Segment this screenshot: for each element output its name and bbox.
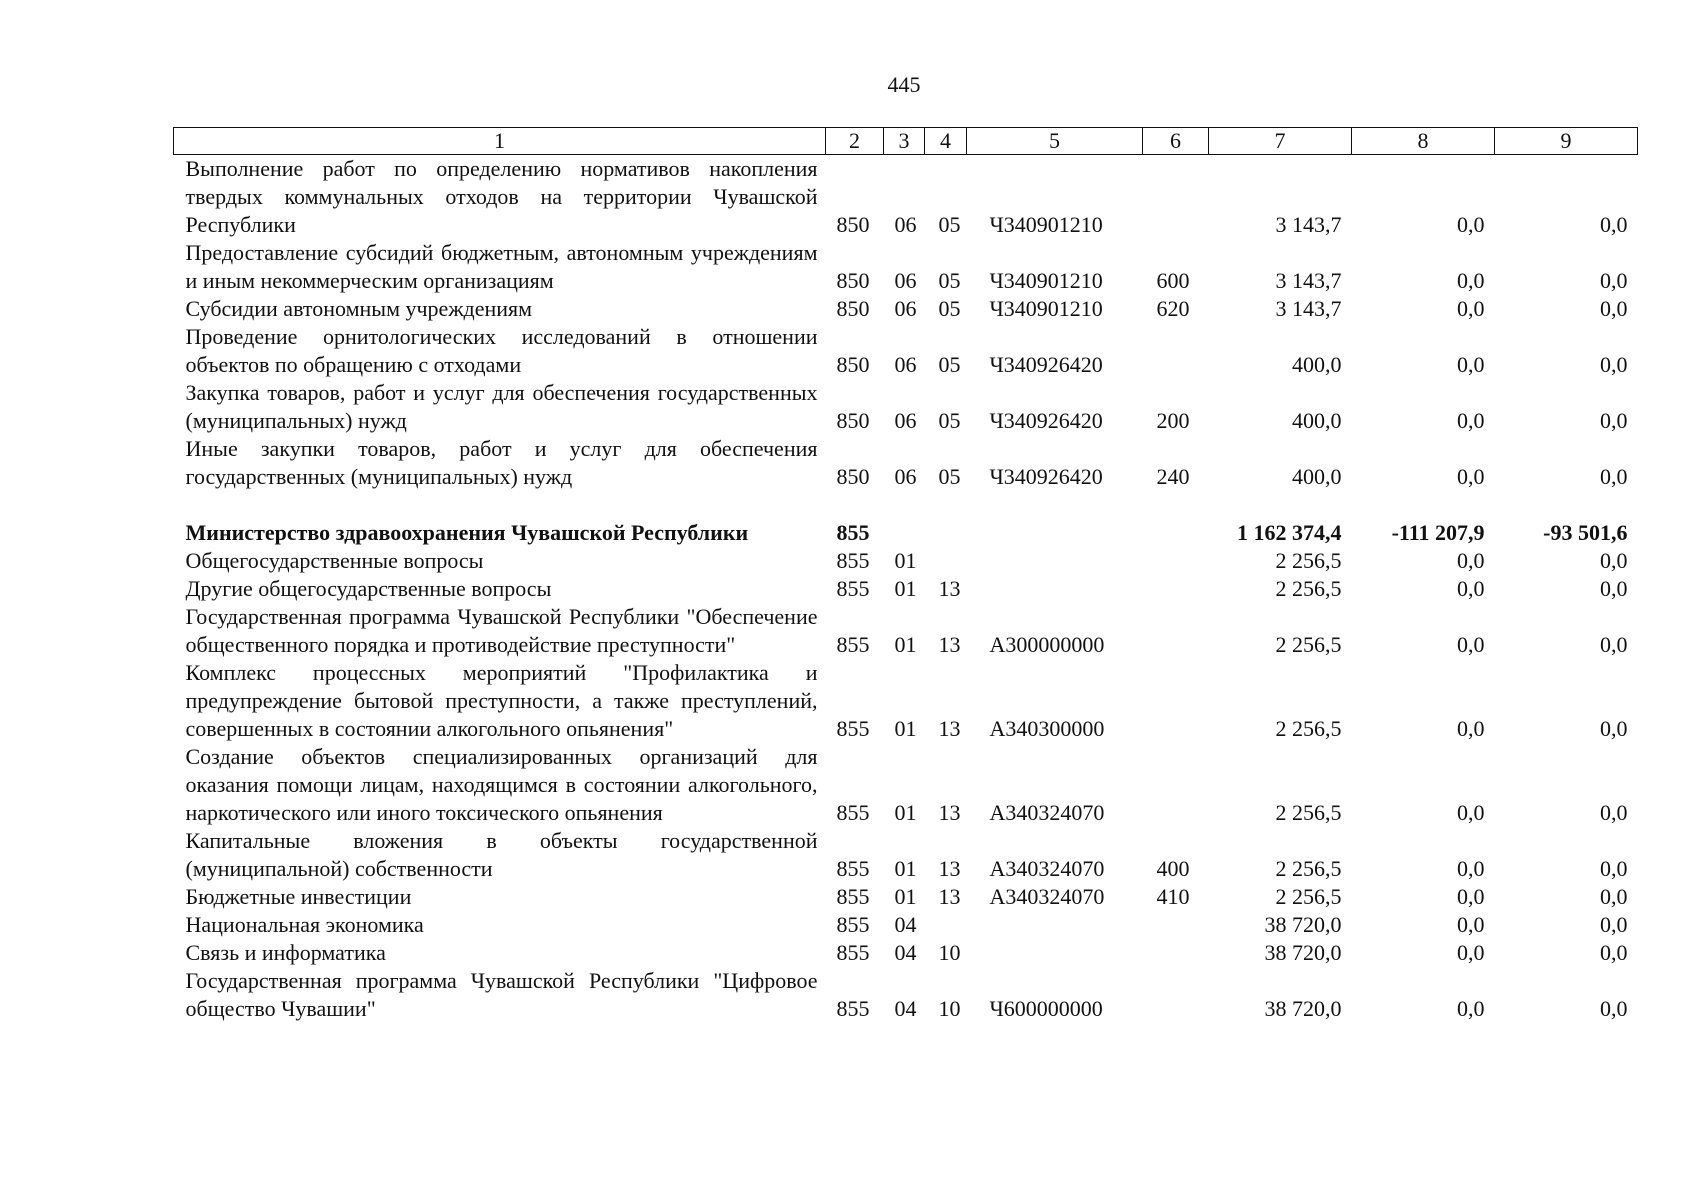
section-code — [884, 519, 925, 547]
row-description: Создание объектов специализированных организаций для оказания помощи лицам, находящимся в состоянии алкогольного, наркотического или иного токсического опьянения — [185, 744, 818, 825]
table-row — [174, 547, 1638, 575]
expense-type-code: 200 — [1156, 408, 1190, 433]
target-article-code: Ч340901210 — [989, 212, 1103, 237]
amount-col-9: 0,0 — [1600, 884, 1628, 909]
row-description: Закупка товаров, работ и услуг для обеспечения государственных (муниципальных) нужд — [185, 380, 818, 433]
table-body — [174, 155, 1638, 1024]
row-description: Проведение орнитологических исследований в отношении объектов по обращению с отходами — [185, 324, 818, 377]
ministry-code: 850 — [836, 408, 870, 433]
target-article-code: А340324070 — [989, 884, 1105, 909]
table-row — [174, 967, 1638, 1023]
column-header: 5 — [967, 128, 1143, 155]
expense-type-code: 400 — [1156, 856, 1190, 881]
subsection-code — [925, 519, 967, 547]
amount-col-7: 38 720,0 — [1264, 940, 1342, 965]
target-article-code: Ч340926420 — [989, 464, 1103, 489]
subsection-code — [925, 547, 967, 575]
section-code: 01 — [894, 632, 917, 657]
subsection-code: 05 — [938, 268, 961, 293]
amount-col-8: 0,0 — [1457, 632, 1485, 657]
amount-col-7: 400,0 — [1292, 352, 1342, 377]
amount-col-7: 3 143,7 — [1275, 296, 1342, 321]
amount-col-7: 400,0 — [1292, 408, 1342, 433]
amount-col-9: 0,0 — [1600, 940, 1628, 965]
target-article-code — [967, 547, 1143, 575]
expense-type-code — [1143, 911, 1209, 939]
ministry-code: 850 — [836, 296, 870, 321]
expense-type-code — [1143, 575, 1209, 603]
row-description: Общегосударственные вопросы — [185, 548, 484, 573]
table-row — [174, 323, 1638, 379]
amount-col-7: 3 143,7 — [1275, 212, 1342, 237]
amount-col-9: 0,0 — [1600, 912, 1628, 937]
subsection-code: 05 — [938, 464, 961, 489]
amount-col-8: -111 207,9 — [1391, 520, 1485, 545]
amount-col-9: -93 501,6 — [1543, 520, 1628, 545]
table-row — [174, 155, 1638, 240]
amount-col-9: 0,0 — [1600, 716, 1628, 741]
target-article-code: А300000000 — [989, 632, 1105, 657]
page-number: 445 — [887, 72, 921, 97]
subsection-code: 05 — [938, 212, 961, 237]
table-row — [174, 435, 1638, 491]
row-description: Иные закупки товаров, работ и услуг для обеспечения государственных (муниципальных) нужд — [185, 436, 818, 489]
target-article-code — [967, 911, 1143, 939]
row-description: Бюджетные инвестиции — [185, 884, 412, 909]
amount-col-7: 2 256,5 — [1275, 884, 1342, 909]
amount-col-7: 3 143,7 — [1275, 268, 1342, 293]
table-row — [174, 519, 1638, 547]
amount-col-8: 0,0 — [1457, 464, 1485, 489]
ministry-code: 855 — [836, 856, 870, 881]
target-article-code: Ч340926420 — [989, 352, 1103, 377]
column-header: 8 — [1352, 128, 1495, 155]
table-header-row — [174, 128, 1638, 155]
section-code: 01 — [894, 884, 917, 909]
amount-col-9: 0,0 — [1600, 296, 1628, 321]
amount-col-7: 2 256,5 — [1275, 632, 1342, 657]
subsection-code: 05 — [938, 408, 961, 433]
section-code: 01 — [894, 576, 917, 601]
amount-col-9: 0,0 — [1600, 996, 1628, 1021]
section-code: 06 — [894, 212, 917, 237]
table-row — [174, 883, 1638, 911]
spacer-row — [174, 491, 1638, 519]
section-code: 06 — [894, 268, 917, 293]
row-description: Предоставление субсидий бюджетным, автономным учреждениям и иным некоммерческим организациям — [185, 240, 818, 293]
expense-type-code: 620 — [1156, 296, 1190, 321]
row-description: Капитальные вложения в объекты государственной (муниципальной) собственности — [185, 828, 818, 881]
row-description: Министерство здравоохранения Чувашской Республики — [185, 520, 749, 545]
expense-type-code — [1143, 967, 1209, 1023]
amount-col-7: 38 720,0 — [1264, 912, 1342, 937]
section-code: 06 — [894, 408, 917, 433]
table-row — [174, 743, 1638, 827]
ministry-code: 855 — [836, 632, 870, 657]
expense-type-code — [1143, 155, 1209, 240]
column-header: 6 — [1143, 128, 1209, 155]
table-row — [174, 295, 1638, 323]
row-description: Государственная программа Чувашской Республики "Цифровое общество Чувашии" — [185, 968, 818, 1021]
target-article-code — [967, 519, 1143, 547]
amount-col-9: 0,0 — [1600, 212, 1628, 237]
ministry-code: 850 — [836, 268, 870, 293]
subsection-code: 13 — [938, 632, 961, 657]
section-code: 04 — [894, 940, 917, 965]
amount-col-8: 0,0 — [1457, 912, 1485, 937]
amount-col-7: 400,0 — [1292, 464, 1342, 489]
column-header: 2 — [826, 128, 884, 155]
row-description: Другие общегосударственные вопросы — [185, 576, 552, 601]
row-description: Комплекс процессных мероприятий "Профилактика и предупреждение бытовой преступности, а также преступлений, совершенных в состоянии алкогольного опьянения" — [185, 660, 818, 741]
amount-col-9: 0,0 — [1600, 800, 1628, 825]
ministry-code: 855 — [836, 884, 870, 909]
target-article-code: Ч340926420 — [989, 408, 1103, 433]
section-code: 01 — [894, 716, 917, 741]
amount-col-8: 0,0 — [1457, 408, 1485, 433]
expense-type-code: 410 — [1156, 884, 1190, 909]
amount-col-8: 0,0 — [1457, 296, 1485, 321]
spacer-cell — [174, 491, 1638, 519]
amount-col-7: 38 720,0 — [1264, 996, 1342, 1021]
budget-table — [173, 127, 1638, 1023]
amount-col-8: 0,0 — [1457, 212, 1485, 237]
expense-type-code — [1143, 939, 1209, 967]
expense-type-code: 240 — [1156, 464, 1190, 489]
table-row — [174, 911, 1638, 939]
row-description: Субсидии автономным учреждениям — [185, 296, 533, 321]
row-description: Государственная программа Чувашской Республики "Обеспечение общественного порядка и противодействие преступности" — [185, 604, 818, 657]
column-header: 9 — [1495, 128, 1638, 155]
column-header: 3 — [884, 128, 925, 155]
target-article-code: А340324070 — [989, 800, 1105, 825]
amount-col-7: 1 162 374,4 — [1237, 520, 1342, 545]
column-header: 7 — [1209, 128, 1352, 155]
amount-col-9: 0,0 — [1600, 548, 1628, 573]
amount-col-7: 2 256,5 — [1275, 576, 1342, 601]
row-description: Национальная экономика — [185, 912, 424, 937]
subsection-code — [925, 911, 967, 939]
subsection-code: 13 — [938, 576, 961, 601]
ministry-code: 855 — [836, 940, 870, 965]
amount-col-9: 0,0 — [1600, 576, 1628, 601]
amount-col-7: 2 256,5 — [1275, 800, 1342, 825]
table-row — [174, 659, 1638, 743]
amount-col-7: 2 256,5 — [1275, 716, 1342, 741]
ministry-code: 855 — [836, 520, 870, 545]
amount-col-8: 0,0 — [1457, 940, 1485, 965]
section-code: 06 — [894, 464, 917, 489]
section-code: 01 — [894, 800, 917, 825]
expense-type-code — [1143, 659, 1209, 743]
target-article-code: Ч600000000 — [989, 996, 1103, 1021]
amount-col-9: 0,0 — [1600, 408, 1628, 433]
expense-type-code — [1143, 547, 1209, 575]
target-article-code: А340324070 — [989, 856, 1105, 881]
subsection-code: 05 — [938, 352, 961, 377]
section-code: 04 — [894, 912, 917, 937]
subsection-code: 10 — [938, 940, 961, 965]
amount-col-9: 0,0 — [1600, 464, 1628, 489]
ministry-code: 855 — [836, 996, 870, 1021]
subsection-code: 13 — [938, 856, 961, 881]
subsection-code: 10 — [938, 996, 961, 1021]
expense-type-code — [1143, 519, 1209, 547]
amount-col-9: 0,0 — [1600, 856, 1628, 881]
section-code: 06 — [894, 352, 917, 377]
expense-type-code — [1143, 743, 1209, 827]
amount-col-8: 0,0 — [1457, 996, 1485, 1021]
ministry-code: 855 — [836, 800, 870, 825]
amount-col-8: 0,0 — [1457, 548, 1485, 573]
column-header: 4 — [925, 128, 967, 155]
amount-col-8: 0,0 — [1457, 268, 1485, 293]
target-article-code: Ч340901210 — [989, 268, 1103, 293]
table-row — [174, 939, 1638, 967]
amount-col-7: 2 256,5 — [1275, 856, 1342, 881]
amount-col-9: 0,0 — [1600, 268, 1628, 293]
amount-col-7: 2 256,5 — [1275, 548, 1342, 573]
subsection-code: 13 — [938, 884, 961, 909]
amount-col-8: 0,0 — [1457, 884, 1485, 909]
expense-type-code — [1143, 603, 1209, 659]
target-article-code — [967, 575, 1143, 603]
target-article-code — [967, 939, 1143, 967]
amount-col-9: 0,0 — [1600, 352, 1628, 377]
table-row — [174, 379, 1638, 435]
table-row — [174, 575, 1638, 603]
column-header: 1 — [174, 128, 826, 155]
amount-col-8: 0,0 — [1457, 856, 1485, 881]
subsection-code: 13 — [938, 800, 961, 825]
ministry-code: 855 — [836, 548, 870, 573]
row-description: Связь и информатика — [185, 940, 386, 965]
ministry-code: 850 — [836, 464, 870, 489]
ministry-code: 855 — [836, 912, 870, 937]
amount-col-8: 0,0 — [1457, 352, 1485, 377]
section-code: 01 — [894, 856, 917, 881]
target-article-code: Ч340901210 — [989, 296, 1103, 321]
ministry-code: 855 — [836, 716, 870, 741]
section-code: 06 — [894, 296, 917, 321]
ministry-code: 855 — [836, 576, 870, 601]
ministry-code: 850 — [836, 352, 870, 377]
expense-type-code: 600 — [1156, 268, 1190, 293]
row-description: Выполнение работ по определению нормативов накопления твердых коммунальных отходов на территории Чувашской Республики — [185, 156, 818, 237]
table-row — [174, 603, 1638, 659]
target-article-code: А340300000 — [989, 716, 1105, 741]
section-code: 04 — [894, 996, 917, 1021]
section-code: 01 — [894, 548, 917, 573]
table-row — [174, 827, 1638, 883]
subsection-code: 05 — [938, 296, 961, 321]
amount-col-9: 0,0 — [1600, 632, 1628, 657]
expense-type-code — [1143, 323, 1209, 379]
subsection-code: 13 — [938, 716, 961, 741]
table-row — [174, 239, 1638, 295]
amount-col-8: 0,0 — [1457, 800, 1485, 825]
amount-col-8: 0,0 — [1457, 576, 1485, 601]
amount-col-8: 0,0 — [1457, 716, 1485, 741]
ministry-code: 850 — [836, 212, 870, 237]
